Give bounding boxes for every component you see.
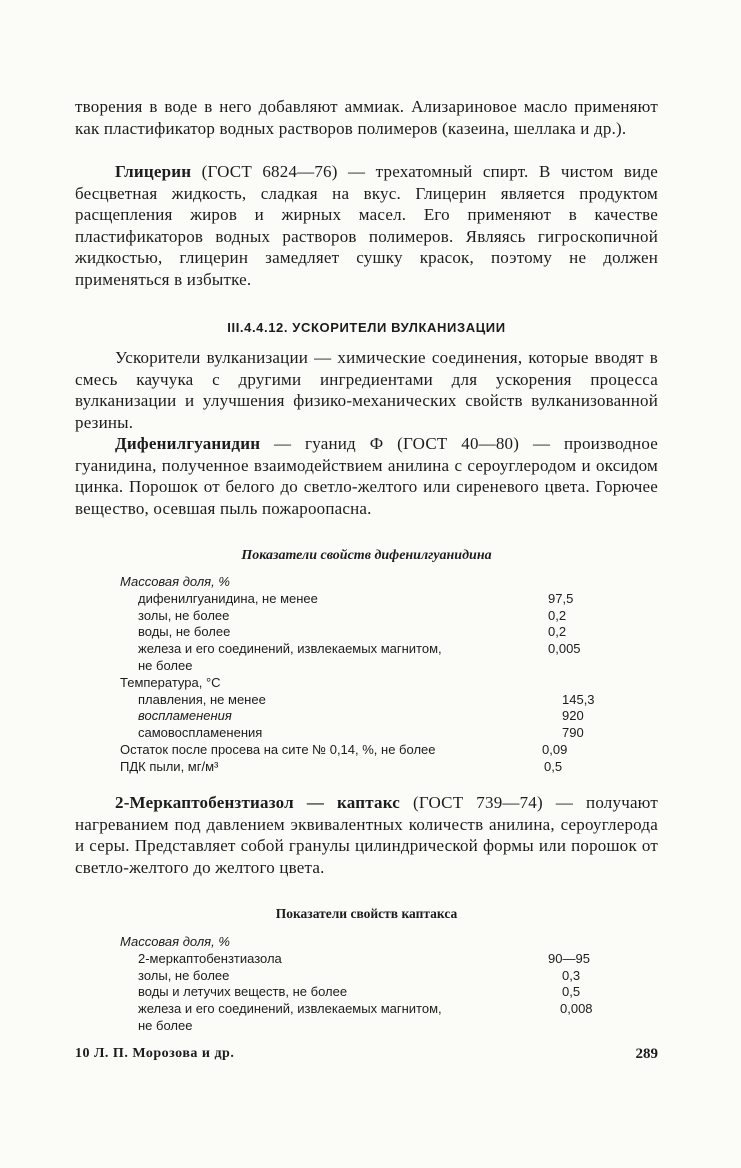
table-row-continuation: не более: [138, 657, 193, 673]
table-row: воспламенения 920: [138, 708, 584, 724]
table-caption-captax: Показатели свойств каптакса: [275, 906, 458, 921]
page-footer: [75, 1046, 658, 1063]
page-number: 289: [635, 1046, 658, 1062]
table-row: ПДК пыли, мг/м³ 0,5: [120, 758, 563, 774]
table-group-label: Массовая доля, %: [120, 574, 230, 589]
paragraph-captax: [75, 792, 658, 878]
table-row: воды, не более 0,2: [138, 624, 567, 640]
table-row: золы, не более 0,2: [138, 607, 567, 623]
signature-mark: 10 Л. П. Морозова и др.: [75, 1046, 235, 1061]
table-row: Остаток после просева на сите № 0,14, %, не более 0,09: [120, 741, 568, 757]
section-heading: III.4.4.12. УСКОРИТЕЛИ ВУЛКАНИЗАЦИИ: [227, 320, 506, 335]
table-row: воды и летучих веществ, не более 0,5: [138, 984, 581, 1000]
paragraph-text: — гуанид Ф (ГОСТ 40—80) — производное гуанидина, полученное взаимодействием анилина с сероуглеродом и оксидом цинка. Порошок от белого до светло-желтого или сиреневого цвета. Горючее вещество, осевшая пыль пожароопасна.: [75, 434, 658, 518]
paragraph-text: (ГОСТ 6824—76) — трехатомный спирт. В чистом виде бесцветная жидкость, сладкая на вкус. Глицерин является продуктом расщепления жиров и жирных масел. Его применяют в качестве пластификаторов водных растворов полимеров. Являясь гигроскопичной жидкостью, глицерин замедляет сушку красок, поэтому не должен применяться в избытке.: [75, 162, 658, 289]
table-group-label: Массовая доля, %: [120, 934, 230, 949]
paragraph-accelerators: [75, 347, 658, 433]
table-row: железа и его соединений, извлекаемых магнитом, 0,005: [138, 641, 581, 657]
properties-table-diphenylguanidine: [120, 574, 620, 776]
table-row: железа и его соединений, извлекаемых магнитом, 0,008: [138, 1001, 593, 1017]
term-captax: 2-Меркаптобензтиазол — каптакс: [115, 793, 401, 812]
paragraph-ammonia: [75, 96, 658, 139]
table-row: золы, не более 0,3: [138, 967, 581, 983]
paragraph-glycerin: [75, 161, 658, 290]
table-row: плавления, не менее 145,3: [138, 691, 595, 707]
term-diphenylguanidine: Дифенилгуанидин: [115, 434, 261, 453]
table-row: 2-меркаптобензтиазола 90—95: [138, 950, 590, 966]
properties-table-captax: [120, 934, 620, 1035]
table-row-continuation: не более: [138, 1017, 193, 1033]
table-row: самовоспламенения 790: [138, 725, 584, 741]
paragraph-text: (ГОСТ 739—74) — получают нагреванием под давлением эквивалентных количеств анилина, сероуглерода и серы. Представляет собой гранулы цилиндрической формы или порошок от светло-желтого до желтого цвета.: [75, 793, 658, 877]
paragraph-text: Ускорители вулканизации — химические соединения, которые вводят в смесь каучука с другими ингредиентами для ускорения процесса вулканизации и улучшения физико-механических свойств вулканизованной резины.: [75, 348, 658, 432]
paragraph-diphenylguanidine: [75, 433, 658, 519]
table-group-label: Температура, °С: [120, 674, 221, 690]
table-caption-diphenylguanidine: Показатели свойств дифенилгуанидина: [241, 548, 492, 563]
table-row: дифенилгуанидина, не менее 97,5: [138, 590, 574, 606]
paragraph-text: творения в воде в него добавляют аммиак. Ализариновое масло применяют как пластификатор водных растворов полимеров (казеина, шеллака и др.).: [75, 97, 658, 138]
term-glycerin: Глицерин: [115, 162, 192, 181]
